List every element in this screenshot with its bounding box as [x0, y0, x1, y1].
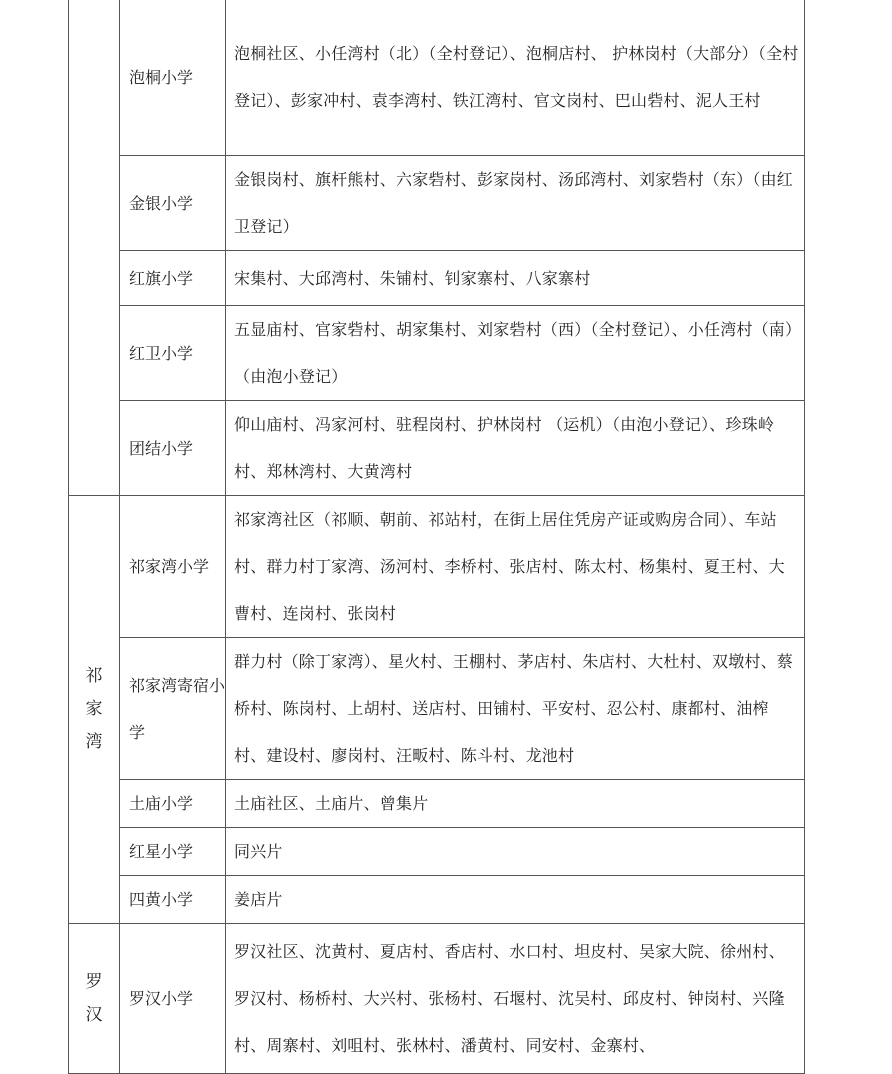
village-list: 仰山庙村、冯家河村、驻程岗村、护林岗村 （运机）（由泡小登记）、珍珠岭村、郑林湾村、大黄湾村 — [226, 401, 805, 496]
town-cell: 祁家湾 — [69, 496, 120, 924]
school-name: 四黄小学 — [120, 876, 226, 924]
table-row — [69, 306, 805, 401]
table-row — [69, 251, 805, 306]
town-cell — [69, 0, 120, 496]
village-list: 土庙社区、土庙片、曾集片 — [226, 780, 805, 828]
village-list: 同兴片 — [226, 828, 805, 876]
school-name: 红旗小学 — [120, 251, 226, 306]
village-list: 罗汉社区、沈黄村、夏店村、香店村、水口村、坦皮村、吴家大院、徐州村、罗汉村、杨桥村、大兴村、张杨村、石堰村、沈吴村、邱皮村、钟岗村、兴隆村、周寨村、刘咀村、张林村、潘黄村、同安村、金寨村、 — [226, 924, 805, 1074]
school-name: 红卫小学 — [120, 306, 226, 401]
school-name: 祁家湾小学 — [120, 496, 226, 638]
table-row — [69, 156, 805, 251]
village-list: 宋集村、大邱湾村、朱铺村、钊家寨村、八家寨村 — [226, 251, 805, 306]
school-name: 泡桐小学 — [120, 0, 226, 156]
table-row — [69, 401, 805, 496]
village-list: 祁家湾社区（祁顺、朝前、祁站村，在街上居住凭房产证或购房合同）、车站村、群力村丁家湾、汤河村、李桥村、张店村、陈太村、杨集村、夏王村、大曹村、连岗村、张岗村 — [226, 496, 805, 638]
school-district-table — [68, 0, 805, 1074]
school-name: 金银小学 — [120, 156, 226, 251]
table-row — [69, 876, 805, 924]
village-list: 群力村（除丁家湾）、星火村、王棚村、茅店村、朱店村、大杜村、双墩村、蔡桥村、陈岗村、上胡村、送店村、田铺村、平安村、忍公村、康都村、油榨村、建设村、廖岗村、汪畈村、陈斗村、龙池村 — [226, 638, 805, 780]
table-row — [69, 828, 805, 876]
village-list: 泡桐社区、小任湾村（北）（全村登记）、泡桐店村、 护林岗村（大部分）（全村登记）、彭家冲村、袁李湾村、铁江湾村、官文岗村、巴山砦村、泥人王村 — [226, 0, 805, 156]
school-name: 罗汉小学 — [120, 924, 226, 1074]
village-list: 姜店片 — [226, 876, 805, 924]
town-cell: 罗汉 — [69, 924, 120, 1074]
school-name: 红星小学 — [120, 828, 226, 876]
village-list: 五显庙村、官家砦村、胡家集村、刘家砦村（西）（全村登记）、小任湾村（南）（由泡小登记） — [226, 306, 805, 401]
school-name: 祁家湾寄宿小学 — [120, 638, 226, 780]
village-list: 金银岗村、旗杆熊村、六家砦村、彭家岗村、汤邱湾村、刘家砦村（东）（由红卫登记） — [226, 156, 805, 251]
table-row — [69, 496, 805, 638]
school-name: 土庙小学 — [120, 780, 226, 828]
table-row — [69, 0, 805, 156]
table-row — [69, 924, 805, 1074]
table-row — [69, 780, 805, 828]
school-name: 团结小学 — [120, 401, 226, 496]
table-row — [69, 638, 805, 780]
